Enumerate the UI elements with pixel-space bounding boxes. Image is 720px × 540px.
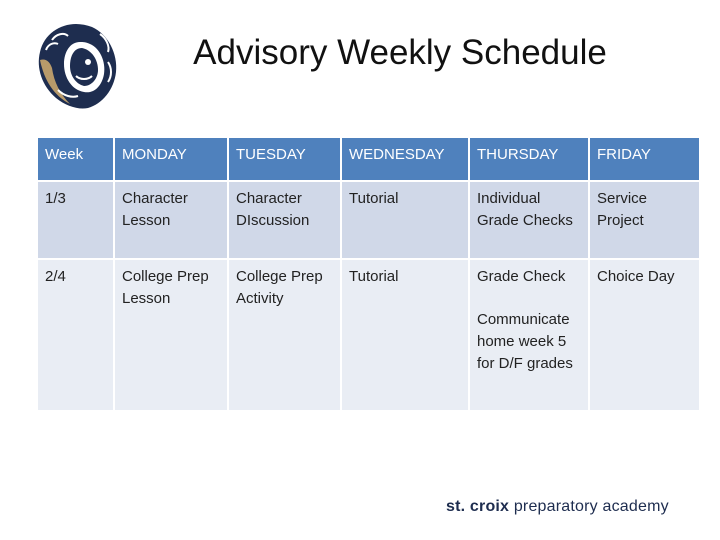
table-row: [37, 181, 700, 259]
table-header-row: [37, 137, 700, 181]
cell-wednesday: Tutorial: [341, 259, 469, 411]
cell-friday: Service Project: [589, 181, 700, 259]
column-header-tuesday: TUESDAY: [228, 137, 341, 181]
cell-thursday: [469, 259, 589, 411]
cell-thursday: Individual Grade Checks: [469, 181, 589, 259]
column-header-thursday: THURSDAY: [469, 137, 589, 181]
cell-wednesday: Tutorial: [341, 181, 469, 259]
cell-friday: Choice Day: [589, 259, 700, 411]
brand-bold-text: st. croix: [446, 498, 510, 515]
cell-thursday-text: Grade Check: [477, 268, 566, 285]
cell-week: 2/4: [37, 259, 114, 411]
lion-logo-icon: [30, 20, 122, 112]
cell-monday: College Prep Lesson: [114, 259, 228, 411]
column-header-wednesday: WEDNESDAY: [341, 137, 469, 181]
schedule-table: [36, 136, 701, 412]
cell-tuesday: Character DIscussion: [228, 181, 341, 259]
page-title: Advisory Weekly Schedule: [193, 33, 607, 72]
cell-tuesday: College Prep Activity: [228, 259, 341, 411]
column-header-friday: FRIDAY: [589, 137, 700, 181]
brand-rest-text: preparatory academy: [513, 498, 669, 515]
cell-week: 1/3: [37, 181, 114, 259]
school-brand: [446, 498, 669, 516]
cell-thursday-note: Communicate home week 5 for D/F grades: [477, 311, 573, 372]
column-header-week: Week: [37, 137, 114, 181]
column-header-monday: MONDAY: [114, 137, 228, 181]
cell-monday: Character Lesson: [114, 181, 228, 259]
table-row: [37, 259, 700, 411]
